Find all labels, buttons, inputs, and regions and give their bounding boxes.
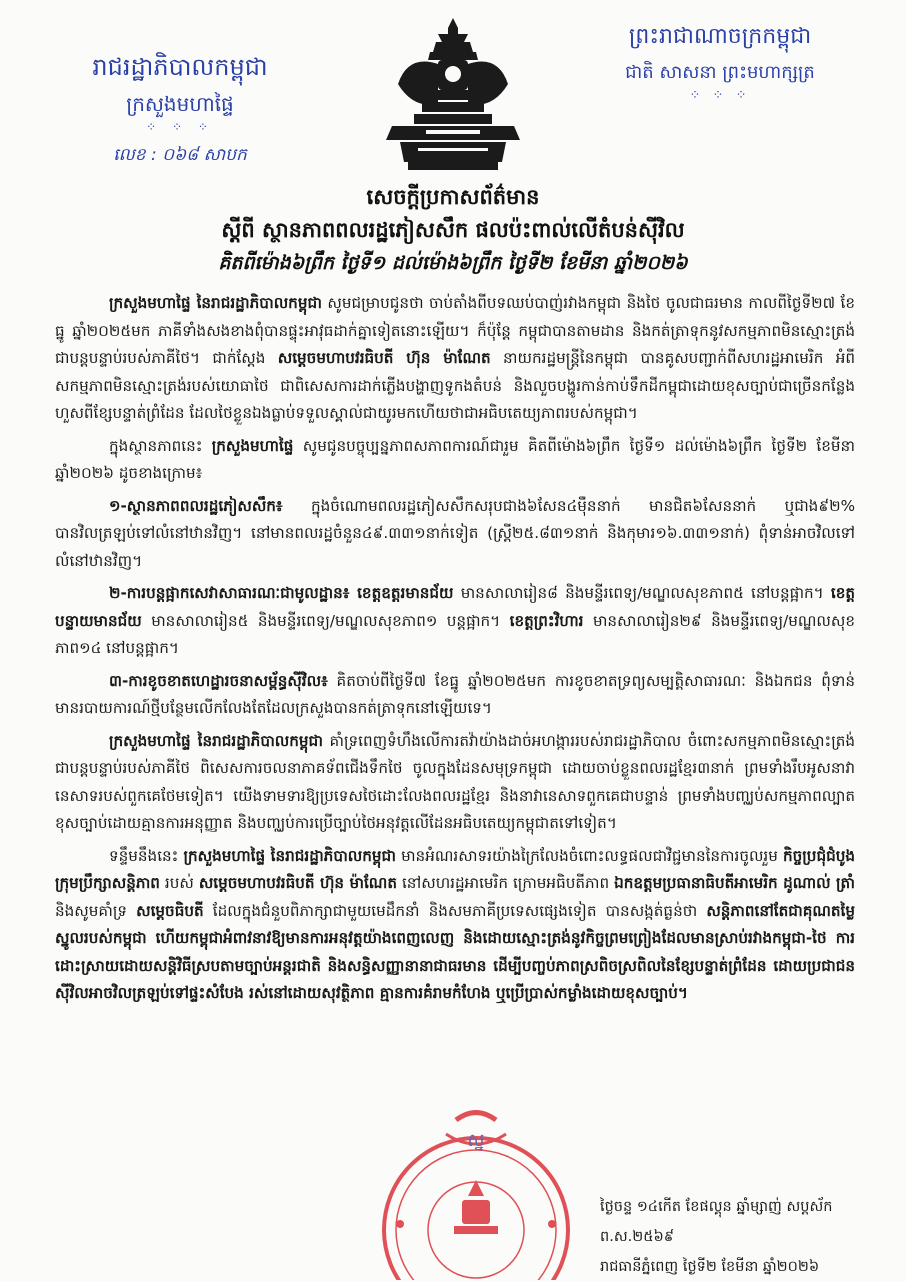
paragraph-protest — [55, 728, 855, 838]
peace-statement: សន្តិភាពនៅតែជាគុណតម្លៃស្នូលរបស់កម្ពុជា ហើយកម្ពុជាអំពាវនាវឱ្យមានការអនុវត្តយ៉ាងពេញលេញ និងដោយស្មោះត្រង់នូវកិច្ចព្រមព្រៀងដែលមានស្រាប់រវាងកម្ពុជា-ថៃ ការដោះស្រាយដោយសន្តិវិធីស្របតាមច្បាប់អន្តរជាតិ និងសន្ធិសញ្ញានានាជាធរមាន ដើម្បីបញ្ចប់ភាពស្រពិចស្រពិលនៃខ្សែបន្ទាត់ព្រំដែន ដោយប្រជាជនស៊ីវិលអាចវិលត្រឡប់ទៅផ្ទះសំបែង រស់នៅដោយសុវត្ថិភាព គ្មានការគំរាមកំហែង ឬប្រើប្រាស់កម្លាំងដោយខុសច្បាប់។ — [55, 901, 855, 1002]
ministry-ref: ក្រសួងមហាផ្ទៃ — [211, 436, 294, 455]
signature-mark: ស្ន — [467, 1130, 485, 1151]
paragraph-text: សូមជម្រាបជូនថា ចាប់តាំងពីបទឈប់បាញ់រវាងកម្ពុជា និងថៃ ចូលជាធរមាន កាលពីថ្ងៃទី២៧ ខែធ្នូ ឆ្នាំ២០២៥មក ភាគីទាំងសងខាងពុំបានផ្ទុះអាវុធដាក់គ្នាទៀតនោះឡើយ។ ក៏ប៉ុន្តែ កម្ពុជាបានតាមដាន និងកត់ត្រាទុកនូវសកម្មភាពមិនស្មោះត្រង់ជាបន្តបន្ទាប់របស់ភាគីថៃ។ ជាក់ស្តែង — [55, 294, 856, 367]
section-infrastructure — [55, 668, 855, 723]
paragraph-text: និងសូមគាំទ្រ — [55, 901, 137, 920]
ministry-header — [60, 52, 300, 169]
section-heading: ១-ស្ថានភាពពលរដ្ឋភៀសសឹក៖ — [109, 496, 283, 515]
paragraph-text: មានសាលារៀន២៩ និងមន្ទីរពេទ្យ/មណ្ឌលសុខភាព១៤ នៅបន្តផ្អាក។ — [55, 611, 855, 657]
us-president-name: ឯកឧត្តមប្រធានាធិបតីអាមេរិក ដូណាល់ ត្រាំ — [614, 874, 855, 892]
paragraph-peace — [55, 843, 855, 1008]
motto-ornament: ⁘ ⁘ ⁘ — [689, 88, 751, 103]
document-subject: ស្តីពី ស្ថានភាពពលរដ្ឋភៀសសឹក ផលប៉ះពាល់លើតំបន់ស៊ីវិល — [221, 218, 685, 242]
paragraph-text: សូមជូនបច្ចុប្បន្នភាពសភាពការណ៍ជារួម គិតពីម៉ោង៦ព្រឹក ថ្ងៃទី១ ដល់ម៉ោង៦ព្រឹក ថ្ងៃទី២ ខែមីនា ឆ្នាំ២០២៦ ដូចខាងក្រោម៖ — [55, 436, 855, 482]
paragraph-text: ដែលក្នុងជំនួបពិភាក្សាជាមួយមេដឹកនាំ និងសមភាគីប្រទេសផ្សេងទៀត បានសង្កត់ធ្ងន់ថា — [203, 901, 707, 920]
paragraph-text: នាយករដ្ឋមន្ត្រីនៃកម្ពុជា បានគូសបញ្ជាក់ពីសហរដ្ឋអាមេរិក អំពីសកម្មភាពមិនស្មោះត្រង់របស់យោធាថៃ ជាពិសេសការដាក់ភ្លើងបង្ហាញទូកងតំបន់ និងលួចបង្ហូរកាន់កាប់ទឹកដីកម្ពុជាដោយខុសច្បាប់ជាច្រើនកន្លែង ហួសពីខ្សែបន្ទាត់ព្រំដែន ដែលថៃខ្លួនឯងធ្លាប់ទទួលស្គាល់ជាយូរមកហើយថាជាអធិបតេយ្យភាពរបស់កម្ពុជា។ — [55, 349, 855, 422]
section-heading: ២-ការបន្តផ្អាកសេវាសាធារណៈជាមូលដ្ឋាន៖ — [109, 584, 350, 602]
paragraph-text: ក្នុងស្ថានភាពនេះ — [109, 436, 212, 455]
paragraph-text: គិតចាប់ពីថ្ងៃទី៧ ខែធ្នូ ឆ្នាំ២០២៥មក ការខូចខាតទ្រព្យសម្បត្តិសាធារណៈ និងឯកជន ពុំទាន់មានរបាយការណ៍ថ្មីបន្ថែមលើកលែងតែដែលក្រសួងបានកត់ត្រាទុកនៅឡើយទេ។ — [55, 671, 855, 717]
national-motto: ជាតិ សាសនា ព្រះមហាក្សត្រ — [625, 62, 815, 83]
section-refugees — [55, 493, 855, 576]
ministry-ref: ក្រសួងមហាផ្ទៃ នៃរាជរដ្ឋាភិបាលកម្ពុជា — [109, 731, 323, 750]
government-name: រាជរដ្ឋាភិបាលកម្ពុជា — [92, 53, 268, 81]
kingdom-header — [570, 22, 870, 103]
paragraph-text: មានសាលារៀន៨ និងមន្ទីរពេទ្យ/មណ្ឌលសុខភាព៥ នៅបន្តផ្អាក។ — [453, 584, 831, 602]
signature-date-block — [600, 1192, 880, 1282]
paragraph-text: នៅសហរដ្ឋអាមេរិក ក្រោមអធិបតីភាព — [396, 874, 615, 892]
province-name: ខេត្តឧត្តរមានជ័យ — [349, 584, 454, 602]
paragraph-situation — [55, 433, 855, 488]
ministry-ref: ក្រសួងមហាផ្ទៃ នៃរាជរដ្ឋាភិបាលកម្ពុជា — [109, 294, 322, 312]
paragraph-text: មានសាលារៀន៥ និងមន្ទីរពេទ្យ/មណ្ឌលសុខភាព១ បន្តផ្អាក។ — [141, 611, 510, 630]
paragraph-text: របស់ — [159, 874, 199, 892]
document-title-block — [60, 184, 846, 276]
official-seal-icon — [356, 1100, 596, 1280]
section-heading: ៣-ការខូចខាតហេដ្ឋារចនាសម្ព័ន្ធស៊ីវិល៖ — [109, 671, 328, 690]
document-body — [55, 290, 855, 1013]
prime-minister-name: សម្តេចមហាបវរធិបតី ហ៊ុន ម៉ាណែត — [198, 874, 397, 892]
document-title: សេចក្តីប្រកាសព័ត៌មាន — [366, 185, 540, 209]
paragraph-intro — [55, 290, 855, 428]
paragraph-text: គាំទ្រពេញទំហឹងលើការតវ៉ាយ៉ាងដាច់អហង្ការរបស់រាជរដ្ឋាភិបាល ចំពោះសកម្មភាពមិនស្មោះត្រង់ជាបន្តបន្ទាប់របស់ភាគីថៃ ពិសេសការចលនាភាគទ័ពជើងទឹកថៃ ចូលក្នុងដែនសមុទ្រកម្ពុជា ដោយចាប់ខ្លួនពលរដ្ឋខ្មែរ៣នាក់ ព្រមទាំងរឹបអូសនាវានេសាទរបស់ពួកគេថែមទៀត។ យើងទាមទារឱ្យប្រទេសថៃដោះលែងពលរដ្ឋខ្មែរ និងនាវានេសាទពួកគេជាបន្ទាន់ ព្រមទាំងបញ្ឈប់សកម្មភាពល្បាតខុសច្បាប់ដោយគ្មានការអនុញ្ញាត និងបញ្ឈប់ការប្រើច្បាប់ថៃអនុវត្តលើដែនអធិបតេយ្យកម្ពុជាតទៅទៀត។ — [55, 731, 855, 832]
ministry-ref: ក្រសួងមហាផ្ទៃ នៃរាជរដ្ឋាភិបាលកម្ពុជា — [183, 846, 396, 865]
prime-minister-name: សម្តេចមហាបវរធិបតី ហ៊ុន ម៉ាណែត — [277, 349, 491, 367]
header-ornament: ⁘ ⁘ ⁘ — [146, 120, 214, 134]
reference-number: លេខ : ០៦៨ សាបក — [113, 145, 247, 165]
kingdom-name: ព្រះរាជាណាចក្រកម្ពុជា — [628, 24, 812, 49]
lunar-date: ថ្ងៃចន្ទ ១៤កើត ខែផល្គុន ឆ្នាំម្សាញ់ សប្តស័ក ព.ស.២៥៦៩ — [600, 1199, 833, 1245]
paragraph-text: មានអំណរសាទរយ៉ាងក្រៃលែងចំពោះលទ្ធផលជាវិជ្ជមាននៃការចូលរួម — [396, 846, 783, 865]
prime-minister-title: សម្តេចធិបតី — [136, 901, 204, 920]
province-name: ខេត្តព្រះវិហារ — [509, 611, 584, 630]
royal-arms-emblem-icon — [378, 14, 528, 174]
document-period: គិតពីម៉ោង៦ព្រឹក ថ្ងៃទី១ ដល់ម៉ោង៦ព្រឹក ថ្ងៃទី២ ខែមីនា ឆ្នាំ២០២៦ — [218, 252, 688, 274]
paragraph-text: ទន្ទឹមនឹងនេះ — [109, 846, 184, 865]
ministry-name: ក្រសួងមហាផ្ទៃ — [126, 92, 234, 116]
meeting-name: កិច្ចប្រជុំជំបូងក្រុមប្រឹក្សាសន្តិភាព — [55, 846, 856, 892]
section-public-services — [55, 580, 855, 663]
solar-date: រាជធានីភ្នំពេញ ថ្ងៃទី២ ខែមីនា ឆ្នាំ២០២៦ — [600, 1259, 820, 1275]
province-name: ខេត្តបន្ទាយមានជ័យ — [55, 584, 855, 630]
paragraph-text: ក្នុងចំណោមពលរដ្ឋភៀសសឹកសរុបជាង៦សែន៤ម៉ឺននាក់ មានជិត៦សែននាក់ ឬជាង៩២% បានវិលត្រឡប់ទៅលំនៅឋានវិញ។ នៅមានពលរដ្ឋចំនួន៤៩.៣៣១នាក់ទៀត (ស្ត្រី២៥.៨៣១នាក់ និងកុមារ១៦.៣៣១នាក់) ពុំទាន់អាចវិលទៅលំនៅឋានវិញ។ — [55, 496, 855, 570]
